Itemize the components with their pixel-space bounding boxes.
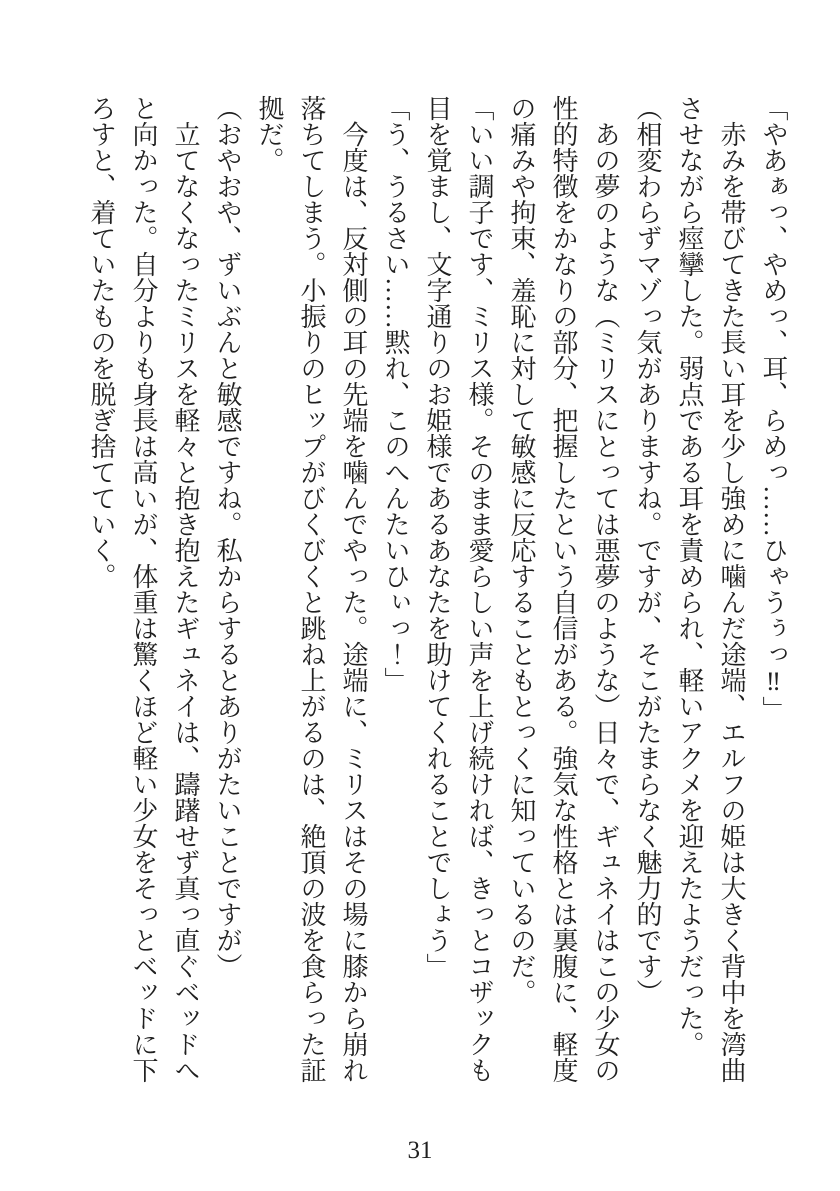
- paragraph: 立てなくなったミリスを軽々と抱き抱えたギュネイは、躊躇せず真っ直ぐベッドへと向かった。自分よりも身長は高いが、体重は驚くほど軽い少女をそっとベッドに下ろすと、着ていたものを脱ぎ捨てていく。: [87, 95, 200, 1083]
- paragraph: （おやおや、ずいぶんと敏感ですね。私からするとありがたいことですが）: [213, 95, 242, 979]
- paragraph: 「やあぁっ、やめっ、耳、らめっ……ひゃうぅっ‼」: [759, 95, 788, 722]
- paragraph: 今度は、反対側の耳の先端を噛んでやった。途端に、ミリスはその場に膝から崩れ落ちてしまう。小振りのヒップがびくびくと跳ね上がるのは、絶頂の波を食らった証拠だ。: [255, 95, 368, 1083]
- novel-text-block: [80, 95, 794, 1083]
- paragraph: 「いい調子です、ミリス様。そのまま愛らしい声を上げ続ければ、きっとコザックも目を覚まし、文字通りのお姫様であるあなたを助けてくれることでしょう」: [423, 95, 494, 1083]
- page-number: 31: [407, 1137, 433, 1164]
- paragraph: あの夢のような（ミリスにとっては悪夢のような）日々で、ギュネイはこの少女の性的特徴をかなりの部分、把握したという自信がある。強気な性格とは裏腹に、軽度の痛みや拘束、羞恥に対して敏感に反応することもとっくに知っているのだ。: [507, 95, 620, 1083]
- paragraph: （相変わらずマゾっ気がありますね。ですが、そこがたまらなく魅力的です）: [633, 95, 662, 1005]
- paragraph: 「う、うるさい……黙れ、このへんたいひぃっ！」: [381, 95, 410, 693]
- paragraph: 赤みを帯びてきた長い耳を少し強めに噛んだ途端、エルフの姫は大きく背中を湾曲させながら痙攣した。弱点である耳を責められ、軽いアクメを迎えたようだった。: [675, 95, 746, 1083]
